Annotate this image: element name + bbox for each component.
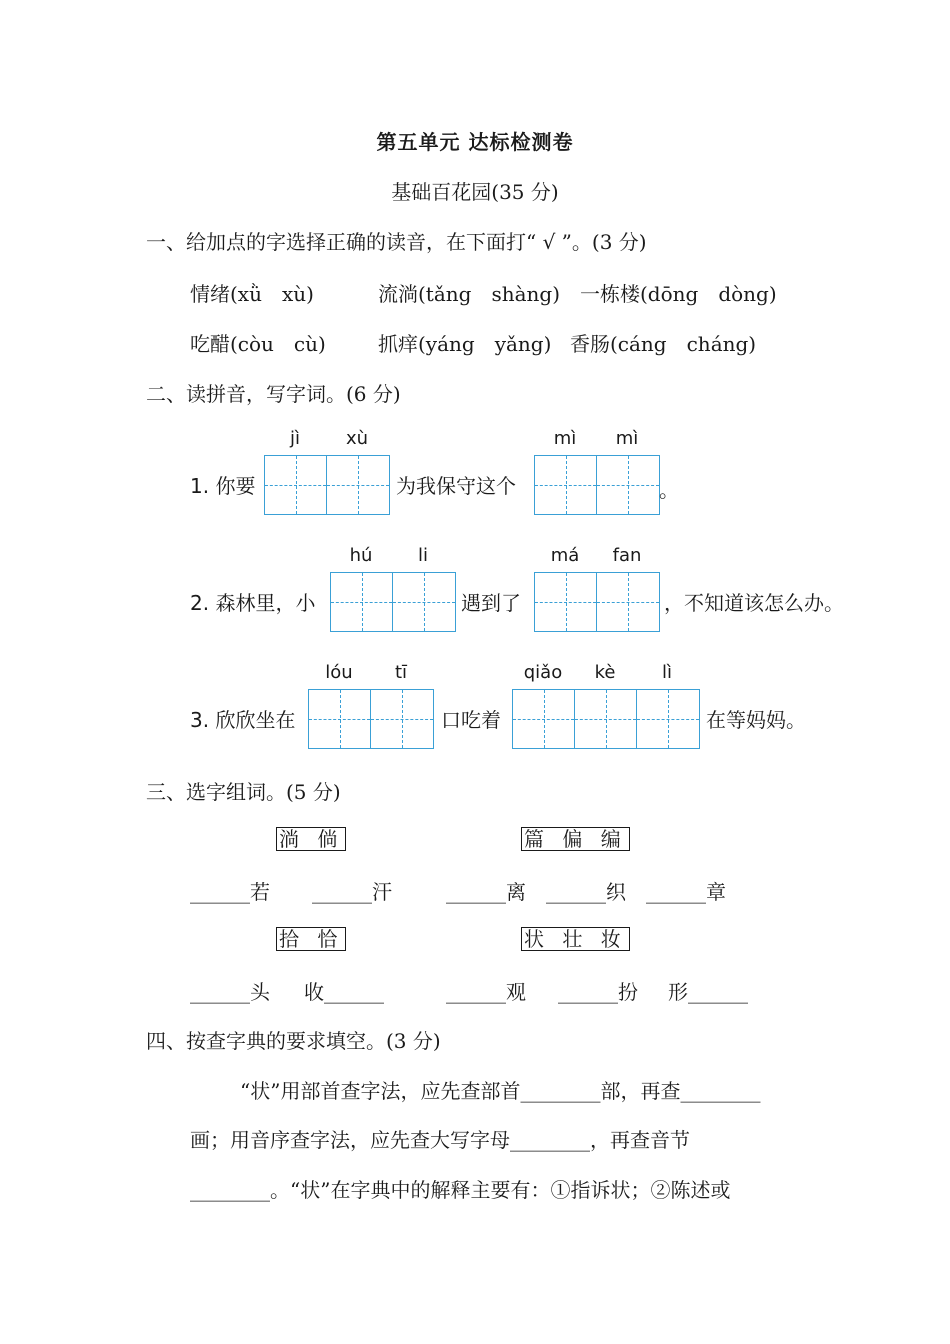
sentence-1-prefix: 1. 你要 [190, 474, 256, 498]
writing-grid-3a[interactable] [308, 689, 434, 749]
blank-word[interactable]: ______章 [646, 880, 726, 904]
pinyin-label: kè [594, 662, 616, 683]
pinyin-label: hú [349, 545, 373, 566]
sentence-2-end: ，不知道该怎么办。 [664, 591, 844, 615]
writing-grid-1b[interactable] [534, 455, 660, 515]
blank-word[interactable]: 形______ [668, 980, 748, 1004]
blank-word[interactable]: ______若 [190, 880, 270, 904]
section-subtitle: 基础百花园(35 分) [391, 180, 559, 204]
pinyin-label: jì [289, 428, 300, 449]
pinyin-label: lì [661, 662, 672, 683]
blank-word[interactable]: ______头 [190, 980, 270, 1004]
q2-heading: 二、读拼音，写字词。(6 分) [146, 382, 401, 406]
q4-heading: 四、按查字典的要求填空。(3 分) [146, 1029, 441, 1053]
q4-text-line: 画；用音序查字法，应先查大写字母________，再查音节 [190, 1128, 690, 1152]
sentence-1-end: 。 [659, 478, 679, 502]
blank-word[interactable]: ______观 [446, 980, 526, 1004]
char-choice-group: 淌 倘 [276, 827, 346, 851]
pinyin-label: mì [553, 428, 577, 449]
writing-grid-2a[interactable] [330, 572, 456, 632]
writing-grid-2b[interactable] [534, 572, 660, 632]
pinyin-label: má [550, 545, 580, 566]
blank-word[interactable]: ______汗 [312, 880, 392, 904]
char-choice-group: 篇 偏 编 [521, 827, 630, 851]
char-choice-group: 状 壮 妆 [521, 927, 630, 951]
writing-grid-1a[interactable] [264, 455, 390, 515]
blank-word[interactable]: ______离 [446, 880, 526, 904]
blank-word[interactable]: ______织 [546, 880, 626, 904]
pinyin-label: lóu [325, 662, 353, 683]
sentence-1-middle: 为我保守这个 [396, 474, 516, 498]
char-choice-group: 拾 恰 [276, 927, 346, 951]
sentence-3-end: 在等妈妈。 [706, 708, 806, 732]
pinyin-label: qiǎo [523, 662, 563, 683]
sentence-2-prefix: 2. 森林里，小 [190, 591, 316, 615]
q3-heading: 三、选字组词。(5 分) [146, 780, 341, 804]
q4-text-line: “状”用部首查字法，应先查部首________部，再查________ [240, 1079, 761, 1103]
sentence-2-middle: 遇到了 [461, 591, 521, 615]
q1-item: 流淌(tǎng shàng) [378, 282, 561, 306]
pinyin-label: li [417, 545, 428, 566]
q1-item: 吃醋(còu cù) [190, 332, 326, 356]
pinyin-label: mì [615, 428, 639, 449]
sentence-3-prefix: 3. 欣欣坐在 [190, 708, 296, 732]
q1-item: 香肠(cáng cháng) [570, 332, 757, 356]
q1-item: 一栋楼(dōng dòng) [580, 282, 777, 306]
sentence-3-middle: 口吃着 [441, 708, 501, 732]
q4-text-line: ________。“状”在字典中的解释主要有：①指诉状；②陈述或 [190, 1178, 731, 1202]
blank-word[interactable]: 收______ [304, 980, 384, 1004]
pinyin-label: tī [394, 662, 408, 683]
page-title: 第五单元 达标检测卷 [376, 130, 574, 154]
pinyin-label: xù [345, 428, 369, 449]
q1-item: 抓痒(yáng yǎng) [378, 332, 552, 356]
blank-word[interactable]: ______扮 [558, 980, 638, 1004]
q1-heading: 一、给加点的字选择正确的读音，在下面打“ √ ”。(3 分) [146, 230, 647, 254]
writing-grid-3b[interactable] [512, 689, 700, 749]
pinyin-label: fan [612, 545, 642, 566]
q1-item: 情绪(xǜ xù) [190, 282, 314, 306]
